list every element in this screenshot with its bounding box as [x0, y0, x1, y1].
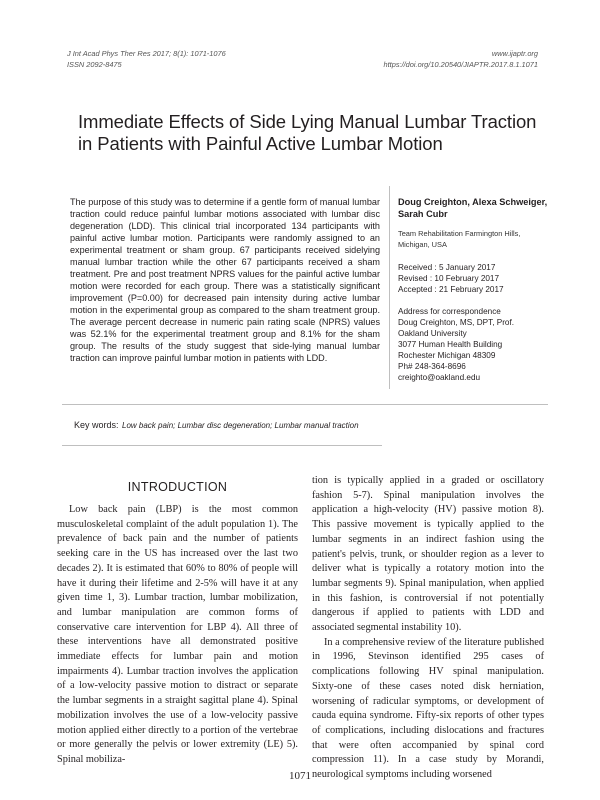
accepted-date: Accepted : 21 February 2017: [398, 285, 504, 294]
page-number: 1071: [289, 770, 311, 782]
keywords-text: Low back pain; Lumbar disc degeneration; Lumbar manual traction: [122, 421, 359, 430]
author-list: Doug Creighton, Alexa Schweiger, Sarah Cubr: [398, 197, 548, 219]
keywords-label: Key words:: [74, 420, 119, 430]
correspondence-heading: Address for correspondence: [398, 307, 501, 316]
received-date: Received : 5 January 2017: [398, 263, 496, 272]
body-column-right: [312, 474, 544, 783]
correspondence-org: Oakland University: [398, 329, 467, 338]
section-heading-introduction: INTRODUCTION: [127, 480, 228, 494]
abstract-divider: [389, 186, 390, 389]
issn-line: ISSN 2092-8475: [67, 60, 122, 69]
revised-date: Revised : 10 February 2017: [398, 274, 500, 283]
website-link[interactable]: www.ijaptr.org: [491, 49, 538, 58]
correspondence-building: 3077 Human Health Building: [398, 340, 503, 349]
body-paragraph: tion is typically applied in a graded or oscillatory fashion 5-7). Spinal manipulation involves the application a high-velocity (HV) passive motion 8). This passive movement is typically applied to the lumbar segments in an indirect fashion using the patient's pelvis, trunk, or shoulder region as a lever to deliver what is typically a rotatory motion into the lumbar segments 9). Spinal manipulation, when applied in this fashion, is controversial if not potentially dangerous if applied to patients with LDD and associated segmental instability 10).: [312, 475, 544, 634]
author-info-panel: [398, 196, 548, 383]
article-title: Immediate Effects of Side Lying Manual Lumbar Traction in Patients with Painful Active Lumbar Motion: [78, 111, 537, 154]
abstract: The purpose of this study was to determine if a gentle form of manual lumbar traction could reduce painful lumbar motions associated with lumbar disc degeneration (LDD). This clinical trial incorporated 134 participants with painful active lumbar motion. Participants were randomly assigned to an experimental treatment or sham group. 67 participants received sidelying manual lumbar traction while the other 67 participants received a sham treatment. Pre and post treatment NPRS values for the painful active lumbar motion were recorded for each group. There was a statistically significant improvement (P=0.00) for decreased pain intensity during active lumbar motion in the experimental group as compared to the sham treatment group. The average percent decrease in numeric pain rating scale (NPRS) values was 52.1% for the experimental treatment group and 8.1% for the sham group. The results of the study suggest that side-lying manual lumbar traction can improve painful lumbar motion in patients with LDD.: [70, 197, 380, 363]
correspondence-city: Rochester Michigan 48309: [398, 351, 496, 360]
correspondence-email[interactable]: creighto@oakland.edu: [398, 373, 481, 382]
doi-link[interactable]: https://doi.org/10.20540/JIAPTR.2017.8.1.1071: [383, 60, 538, 69]
article-dates: [398, 262, 548, 295]
journal-links: [384, 48, 539, 70]
keywords-top-rule: [62, 404, 548, 405]
body-paragraph: In a comprehensive review of the literature published in 1996, Stevinson identified 295 cases of complications following HV spinal manipulation. Sixty-one of these cases noted disk herniation, worsening of radicular symptoms, or development of cauda equina syndrome. Fifty-six reports of other types of complications, including dislocations and fractures that were often accompanied by spinal cord compression 11). In a case study by Morandi, neurological symptoms including worsened: [312, 636, 544, 781]
keywords-bottom-rule: [62, 445, 382, 446]
correspondence-block: [398, 306, 548, 383]
correspondence-phone: Ph# 248-364-8696: [398, 362, 466, 371]
correspondence-name: Doug Creighton, MS, DPT, Prof.: [398, 318, 515, 327]
affiliation: Team Rehabilitation Farmington Hills, Michigan, USA: [398, 229, 521, 249]
journal-citation: [67, 48, 226, 70]
body-column-left: Low back pain (LBP) is the most common musculoskeletal complaint of the adult population 1). The prevalence of back pain and the number of patients seeking care in the US has increased over the last two decades 2). It is estimated that 60% to 80% of people will have it during their lifetime and 2-5% will have it at any given time 1, 3). Lumbar traction, lumbar mobilization, and lumbar manipulation are common forms of conservative care intervention for LBP 4). All three of these interventions have all demonstrated positive immediate effects for lumbar pain and motion impairments 4). Lumbar traction involves the application of a low-velocity passive motion to distract or separate the lumbar segments in a straight sagittal plane 4). Spinal mobilization involves the use of a low-velocity passive motion applied either directly to a portion of the vertebrae or more generally the pelvis or lower extremity (LE) 5). Spinal mobiliza-: [57, 504, 298, 765]
journal-line: J Int Acad Phys Ther Res 2017; 8(1): 1071-1076: [67, 49, 226, 58]
